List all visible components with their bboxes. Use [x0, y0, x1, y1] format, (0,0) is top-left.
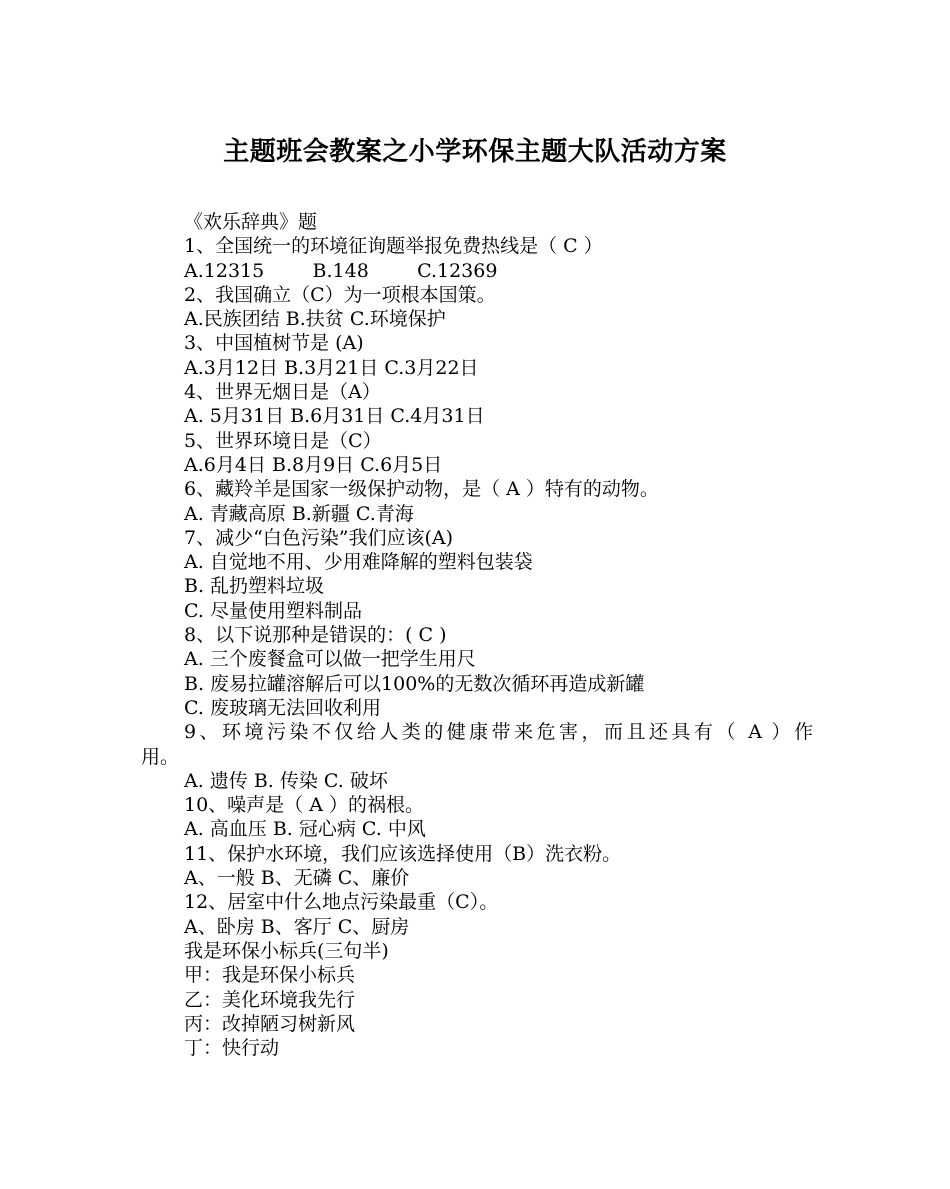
text-line: 丙：改掉陋习树新风	[184, 1012, 356, 1035]
text-line: 用。	[141, 745, 180, 768]
text-line: B. 乱扔塑料垃圾	[184, 575, 325, 598]
text-line: A、卧房 B、客厅 C、厨房	[184, 915, 410, 938]
text-line: A、一般 B、无磷 C、廉价	[184, 867, 410, 890]
text-line: A. 5月31日 B.6月31日 C.4月31日	[184, 405, 485, 428]
text-line: 11、保护水环境，我们应该选择使用（B）洗衣粉。	[184, 842, 622, 865]
text-line: A.6月4日 B.8月9日 C.6月5日	[184, 453, 443, 476]
text-line: 12、居室中什么地点污染最重（C）。	[184, 891, 499, 914]
text-line: A. 遗传 B. 传染 C. 破坏	[184, 769, 388, 792]
text-line: A. 自觉地不用、少用难降解的塑料包装袋	[184, 551, 533, 574]
text-line: 丁：快行动	[184, 1037, 280, 1060]
text-line: B. 废易拉罐溶解后可以100%的无数次循环再造成新罐	[184, 672, 645, 695]
text-line: 乙：美化环境我先行	[184, 988, 356, 1011]
text-line: A.民族团结 B.扶贫 C.环境保护	[184, 308, 446, 331]
text-line: 甲：我是环保小标兵	[184, 964, 356, 987]
text-line: 2、我国确立（C）为一项根本国策。	[184, 283, 496, 306]
text-line: C. 废玻璃无法回收利用	[184, 696, 381, 719]
text-line: 我是环保小标兵(三句半)	[184, 939, 389, 962]
text-line: A. 青藏高原 B.新疆 C.青海	[184, 502, 414, 525]
text-line: 4、世界无烟日是（A）	[184, 381, 381, 404]
text-line: 9、环境污染不仅给人类的健康带来危害，而且还具有（ A ）作	[184, 721, 813, 744]
text-line: 6、藏羚羊是国家一级保护动物，是（ A ）特有的动物。	[184, 478, 659, 501]
text-line: 1、全国统一的环境征询题举报免费热线是（ C ）	[184, 235, 603, 258]
text-line: 《欢乐辞典》题	[184, 211, 318, 233]
text-line: A.3月12日 B.3月21日 C.3月22日	[184, 356, 479, 379]
text-line: A. 高血压 B. 冠心病 C. 中风	[184, 818, 426, 841]
document-body	[141, 210, 813, 1060]
text-line: 7、减少“白色污染”我们应该(A)	[184, 526, 454, 549]
text-line: C. 尽量使用塑料制品	[184, 599, 362, 622]
text-line: A.12315 B.148 C.12369	[184, 259, 498, 282]
page-title: 主题班会教案之小学环保主题大队活动方案	[223, 137, 727, 167]
text-line: 10、噪声是（ A ）的祸根。	[184, 794, 424, 817]
text-line: 3、中国植树节是 (A)	[184, 332, 364, 355]
text-line: 8、以下说那种是错误的：( C )	[184, 624, 447, 647]
text-line: 5、世界环境日是（C）	[184, 429, 382, 452]
text-line: A. 三个废餐盒可以做一把学生用尺	[184, 648, 476, 671]
